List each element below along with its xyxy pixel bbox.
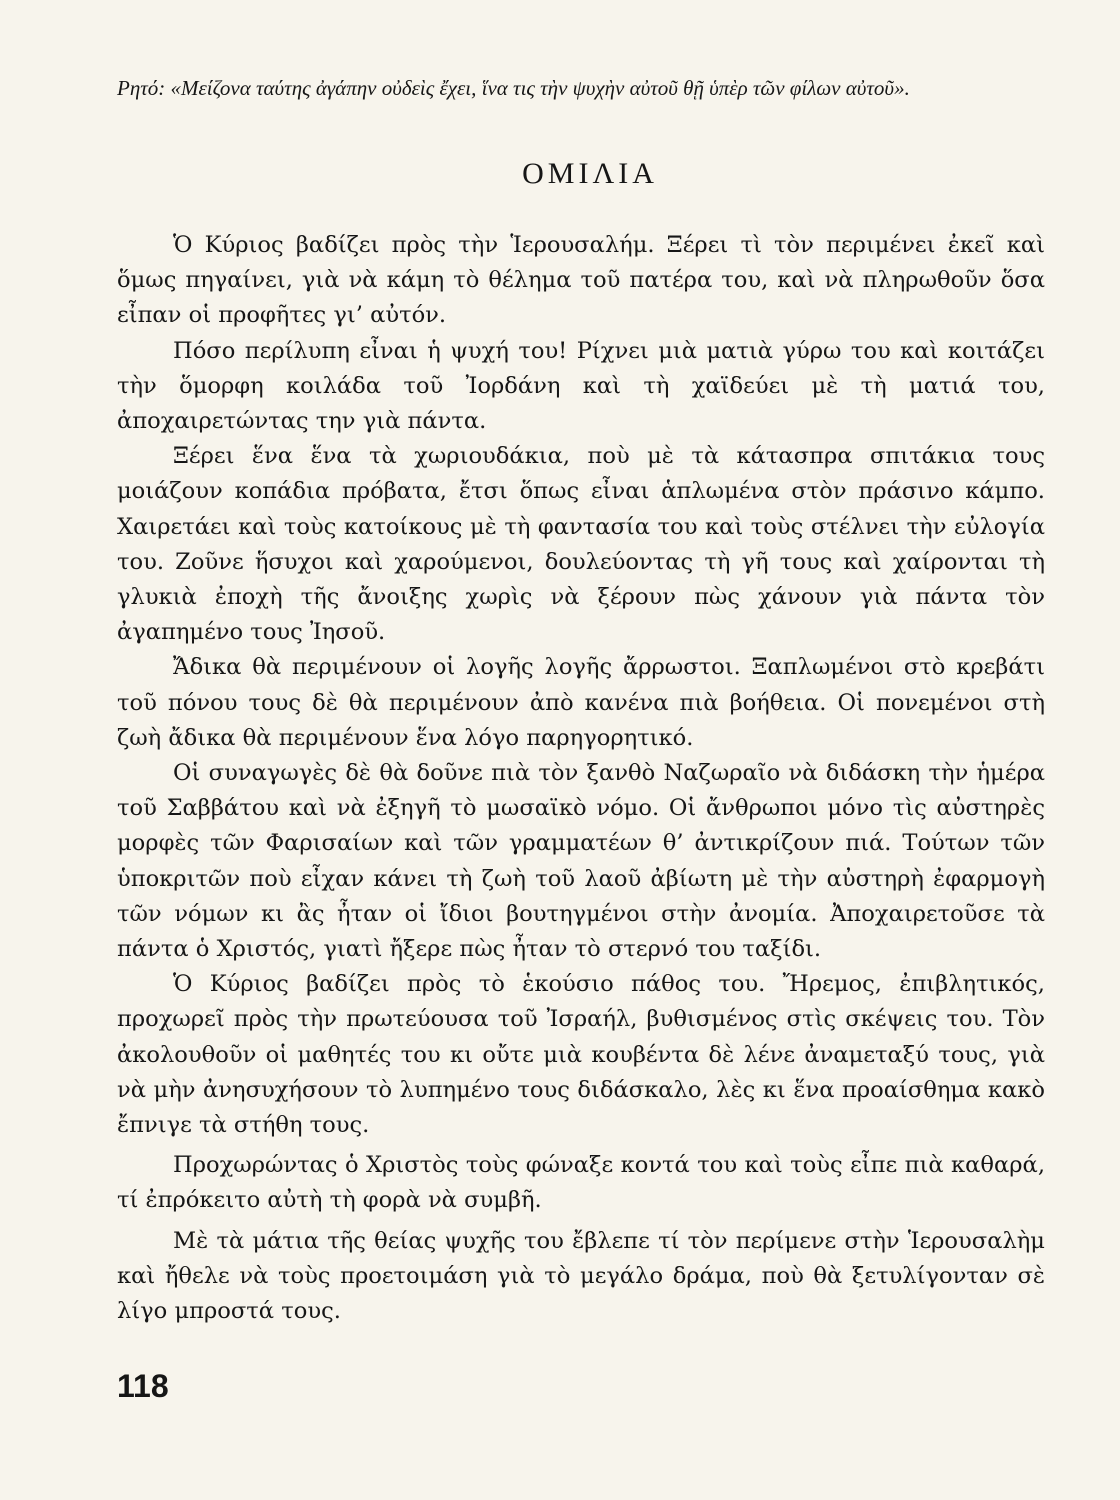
paragraph: Ξέρει ἕνα ἕνα τὰ χωριουδάκια, ποὺ μὲ τὰ κάτασπρα σπιτάκια τους μοιάζουν κοπάδια πρόβατα, ἔτσι ὅπως εἶναι ἁπλωμένα στὸν πράσινο κάμπο. Χαιρετάει καὶ τοὺς κατοίκους μὲ τὴ φαντασία του καὶ τοὺς στέλνει τὴν εὐλογία του. Ζοῦνε ἥσυχοι καὶ χαρούμενοι, δουλεύοντας τὴ γῆ τους καὶ χαίρονται τὴ γλυκιὰ ἐποχὴ τῆς ἄνοιξης χωρὶς νὰ ξέρουν πὼς χάνουν γιὰ πάντα τὸν ἀγαπημένο τους Ἰησοῦ. xyxy=(117,443,1045,646)
page-title: ΟΜΙΛΙΑ xyxy=(522,157,658,190)
paragraph: Ὁ Κύριος βαδίζει πρὸς τὴν Ἱερουσαλήμ. Ξέρει τὶ τὸν περιμένει ἐκεῖ καὶ ὅμως πηγαίνει, γιὰ νὰ κάμη τὸ θέλημα τοῦ πατέρα του, καὶ νὰ πληρωθοῦν ὅσα εἶπαν οἱ προφῆτες γι’ αὐτόν. xyxy=(117,232,1045,329)
paragraph: Ἄδικα θὰ περιμένουν οἱ λογῆς λογῆς ἄρρωστοι. Ξαπλωμένοι στὸ κρεβάτι τοῦ πόνου τους δὲ θὰ περιμένουν ἀπὸ κανένα πιὰ βοήθεια. Οἱ πονεμένοι στὴ ζωὴ ἄδικα θὰ περιμένουν ἕνα λόγο παρηγορητικό. xyxy=(117,654,1045,751)
homily-text xyxy=(117,228,1045,1329)
page-number: 118 xyxy=(117,1368,169,1404)
paragraph: Ὁ Κύριος βαδίζει πρὸς τὸ ἑκούσιο πάθος του. Ἤρεμος, ἐπιβλητικός, προχωρεῖ πρὸς τὴν πρωτεύουσα τοῦ Ἰσραήλ, βυθισμένος στὶς σκέψεις του. Τὸν ἀκολουθοῦν οἱ μαθητές του κι οὔτε μιὰ κουβέντα δὲ λένε ἀναμεταξύ τους, γιὰ νὰ μὴν ἀνησυχήσουν τὸ λυπημένο τους διδάσκαλο, λὲς κι ἕνα προαίσθημα κακὸ ἔπνιγε τὰ στήθη τους. xyxy=(117,971,1045,1139)
paragraph: Πόσο περίλυπη εἶναι ἡ ψυχή του! Ρίχνει μιὰ ματιὰ γύρω του καὶ κοιτάζει τὴν ὅμορφη κοιλάδα τοῦ Ἰορδάνη καὶ τὴ χαϊδεύει μὲ τὴ ματιά του, ἀποχαιρετώντας την γιὰ πάντα. xyxy=(117,337,1045,435)
paragraph: Οἱ συναγωγὲς δὲ θὰ δοῦνε πιὰ τὸν ξανθὸ Ναζωραῖο νὰ διδάσκη τὴν ἡμέρα τοῦ Σαββάτου καὶ νὰ ἐξηγῆ τὸ μωσαϊκὸ νόμο. Οἱ ἄνθρωποι μόνο τὶς αὐστηρὲς μορφὲς τῶν Φαρισαίων καὶ τῶν γραμματέων θ’ ἀντικρίζουν πιά. Τούτων τῶν ὑποκριτῶν ποὺ εἶχαν κάνει τὴ ζωὴ τοῦ λαοῦ ἀβίωτη μὲ τὴν αὐστηρὴ ἐφαρμογὴ τῶν νόμων κι ἂς ἦταν οἱ ἴδιοι βουτηγμένοι στὴν ἀνομία. Ἀποχαιρετοῦσε τὰ πάντα ὁ Χριστός, γιατὶ ἤξερε πὼς ἦταν τὸ στερνό του ταξίδι. xyxy=(117,760,1045,963)
paragraph: Προχωρώντας ὁ Χριστὸς τοὺς φώναξε κοντά του καὶ τοὺς εἶπε πιὰ καθαρά, τί ἐπρόκειτο αὐτὴ τὴ φορὰ νὰ συμβῆ. xyxy=(117,1152,1045,1214)
epigraph: Ρητό: «Μείζονα ταύτης ἀγάπην οὐδεὶς ἔχει, ἵνα τις τὴν ψυχὴν αὐτοῦ θῇ ὑπὲρ τῶν φίλων αὐτοῦ». xyxy=(117,76,910,100)
paragraph: Μὲ τὰ μάτια τῆς θείας ψυχῆς του ἔβλεπε τί τὸν περίμενε στὴν Ἱερουσαλὴμ καὶ ἤθελε νὰ τοὺς προετοιμάση γιὰ τὸ μεγάλο δράμα, ποὺ θὰ ξετυλίγονταν σὲ λίγο μπροστά τους. xyxy=(117,1227,1045,1325)
